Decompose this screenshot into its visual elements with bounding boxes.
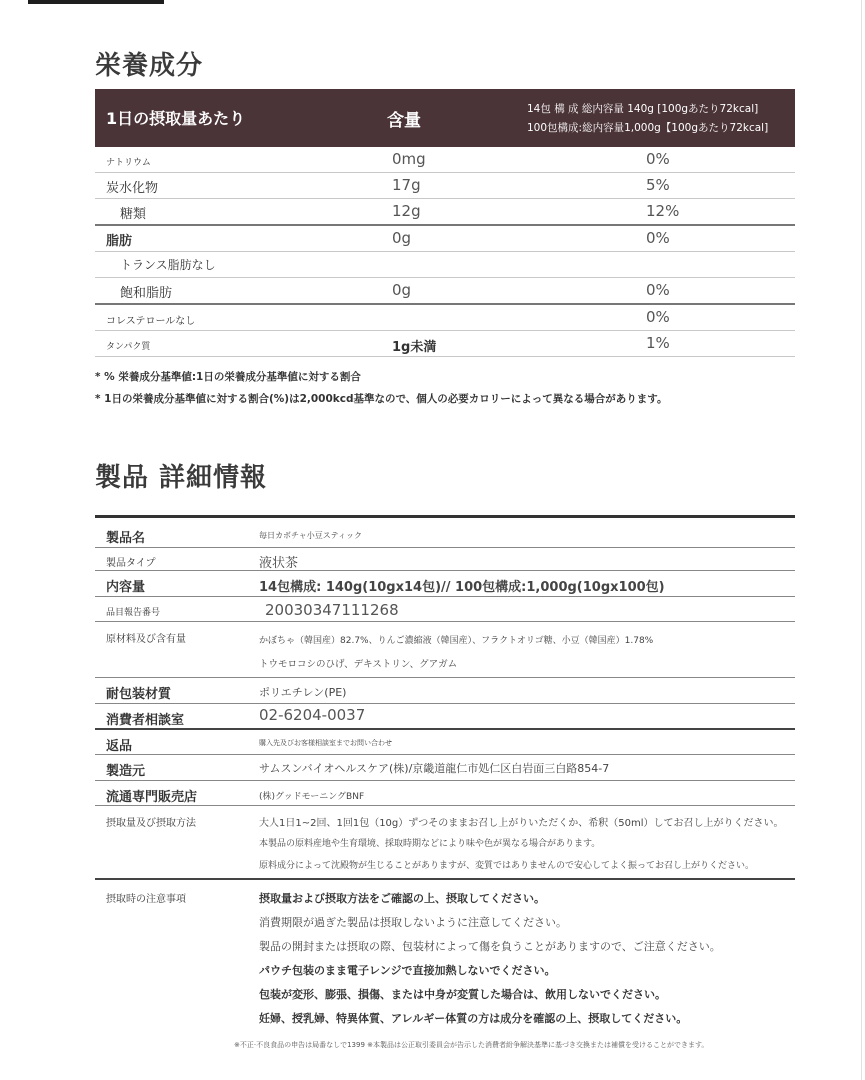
nutrient-amount: 0g xyxy=(392,229,412,247)
nutrition-table xyxy=(95,89,795,357)
nutrient-name: ナトリウム xyxy=(106,158,151,168)
details-row-intake-method xyxy=(95,806,795,880)
details-label: 製品名 xyxy=(106,531,146,546)
details-line: 本製品の原料産地や生育環境、採取時期などにより味や色が異なる場合があります。 xyxy=(259,839,601,849)
details-line: 消費期限が過ぎた製品は摂取しないように注意してください。 xyxy=(259,916,567,929)
top-bar-accent xyxy=(28,0,164,4)
nutrition-title: 栄養成分 xyxy=(95,51,204,81)
page-edge-line xyxy=(861,0,862,1080)
header-amount: 含量 xyxy=(387,111,421,131)
details-label: 製造元 xyxy=(106,764,146,779)
header-composition-line2: 100包構成:総内容量1,000g【100gあたり72kcal] xyxy=(527,122,769,134)
nutrient-name: コレステロールなし xyxy=(106,316,196,327)
header-composition xyxy=(527,100,768,138)
details-title: 製品 詳細情報 xyxy=(95,463,268,493)
details-label: 製品タイプ xyxy=(106,558,156,569)
nutrient-amount: 1g未満 xyxy=(392,340,437,355)
nutrient-amount: 17g xyxy=(392,176,421,194)
nutrient-name: 炭水化物 xyxy=(106,181,159,196)
details-value: ポリエチレン(PE) xyxy=(259,686,347,699)
nutrition-row-saturated-fat xyxy=(95,278,795,305)
details-label: 耐包装材質 xyxy=(106,687,172,702)
nutrient-name: トランス脂肪なし xyxy=(120,258,216,272)
nutrient-percent: 0% xyxy=(646,308,670,326)
details-row-product-type xyxy=(95,548,795,571)
details-table xyxy=(95,515,795,1030)
nutrition-table-header xyxy=(95,89,795,147)
details-row-manufacturer xyxy=(95,755,795,781)
details-label: 原材料及び含有量 xyxy=(106,634,186,645)
details-label: 内容量 xyxy=(106,580,146,595)
details-label: 流通専門販売店 xyxy=(106,790,198,805)
nutrient-name: 糖類 xyxy=(120,207,147,222)
nutrition-row-sugar xyxy=(95,199,795,226)
nutrition-note-1: * % 栄養成分基準値:1日の栄養成分基準値に対する割合 xyxy=(95,371,361,383)
details-line: 原料成分によって沈殿物が生じることがありますが、変質ではありませんので安心してよく振ってお召し上がりください。 xyxy=(259,861,755,871)
details-line: 妊婦、授乳婦、特異体質、アレルギー体質の方は成分を確認の上、摂取してください。 xyxy=(259,1012,688,1025)
details-line: かぼちゃ（韓国産）82.7%、りんご濃縮液（韓国産）、フラクトオリゴ糖、小豆（韓国産）1.78% xyxy=(259,636,654,646)
nutrient-amount: 0mg xyxy=(392,150,426,168)
details-value: 毎日カボチャ小豆スティック xyxy=(259,531,362,540)
nutrition-row-fat xyxy=(95,226,795,252)
details-row-packaging xyxy=(95,678,795,704)
details-line: パウチ包装のまま電子レンジで直接加熱しないでください。 xyxy=(259,964,556,977)
nutrient-name: タンパク質 xyxy=(106,342,151,352)
details-line: 製品の開封または摂取の際、包装材によって傷を負うことがありますので、ご注意ください。 xyxy=(259,940,721,953)
details-row-product-name xyxy=(95,518,795,548)
nutrient-percent: 0% xyxy=(646,150,670,168)
details-line: 大人1日1~2回、1回1包（10g）ずつそのままお召し上がりいただくか、希釈（50ml）してお召し上がりください。 xyxy=(259,818,784,829)
nutrient-name: 脂肪 xyxy=(106,234,133,249)
nutrition-row-trans-fat xyxy=(95,252,795,278)
nutrient-percent: 0% xyxy=(646,229,670,247)
details-label: 返品 xyxy=(106,739,133,754)
details-value: 20030347111268 xyxy=(265,601,399,619)
details-label: 消費者相談室 xyxy=(106,713,185,728)
details-line: 包装が変形、膨張、損傷、または中身が変質した場合は、飲用しないでください。 xyxy=(259,988,666,1001)
nutrient-percent: 1% xyxy=(646,334,670,352)
nutrient-percent: 5% xyxy=(646,176,670,194)
nutrition-row-sodium xyxy=(95,147,795,173)
header-per-day: 1日の摂取量あたり xyxy=(106,109,246,128)
footer-notice: ※不正·不良食品の申告は局番なしで1399 ※本製品は公正取引委員会が告示した消費者紛争解決基準に基づき交換または補償を受けることができます。 xyxy=(234,1041,709,1049)
header-composition-line1: 14包 構 成 総内容量 140g [100gあたり72kcal] xyxy=(527,103,759,115)
details-row-precautions xyxy=(95,880,795,1030)
details-label: 品目報告番号 xyxy=(106,608,161,618)
details-line: 摂取量および摂取方法をご確認の上、摂取してください。 xyxy=(259,892,545,905)
details-row-consumer-center xyxy=(95,704,795,730)
details-value: 液状茶 xyxy=(259,556,299,571)
details-label: 摂取時の注意事項 xyxy=(106,894,186,905)
details-line: トウモロコシのひげ、デキストリン、グアガム xyxy=(259,659,458,670)
details-row-ingredients xyxy=(95,622,795,678)
nutrient-amount: 0g xyxy=(392,281,412,299)
details-row-returns xyxy=(95,730,795,755)
details-label: 摂取量及び摂取方法 xyxy=(106,818,196,829)
nutrition-note-2: * 1日の栄養成分基準値に対する割合(%)は2,000kcd基準なので、個人の必要カロリーによって異なる場合があります。 xyxy=(95,393,668,405)
nutrient-percent: 0% xyxy=(646,281,670,299)
details-value: 購入先及びお客様相談室までお問い合わせ xyxy=(259,739,392,747)
details-value: (株)グッドモーニングBNF xyxy=(259,792,365,802)
nutrition-row-protein xyxy=(95,331,795,357)
details-value: 14包構成: 140g(10gx14包)// 100包構成:1,000g(10gx100包) xyxy=(259,580,665,595)
nutrient-amount: 12g xyxy=(392,202,421,220)
nutrition-row-cholesterol xyxy=(95,305,795,331)
nutrition-row-carbohydrate xyxy=(95,173,795,199)
details-row-report-number xyxy=(95,597,795,622)
details-row-content xyxy=(95,571,795,597)
nutrient-name: 飽和脂肪 xyxy=(120,286,173,301)
details-value: サムスンバイオヘルスケア(株)/京畿道龍仁市処仁区白岩面三白路854-7 xyxy=(259,762,610,775)
details-value: 02-6204-0037 xyxy=(259,706,366,724)
details-row-distributor xyxy=(95,781,795,806)
nutrient-percent: 12% xyxy=(646,202,680,220)
